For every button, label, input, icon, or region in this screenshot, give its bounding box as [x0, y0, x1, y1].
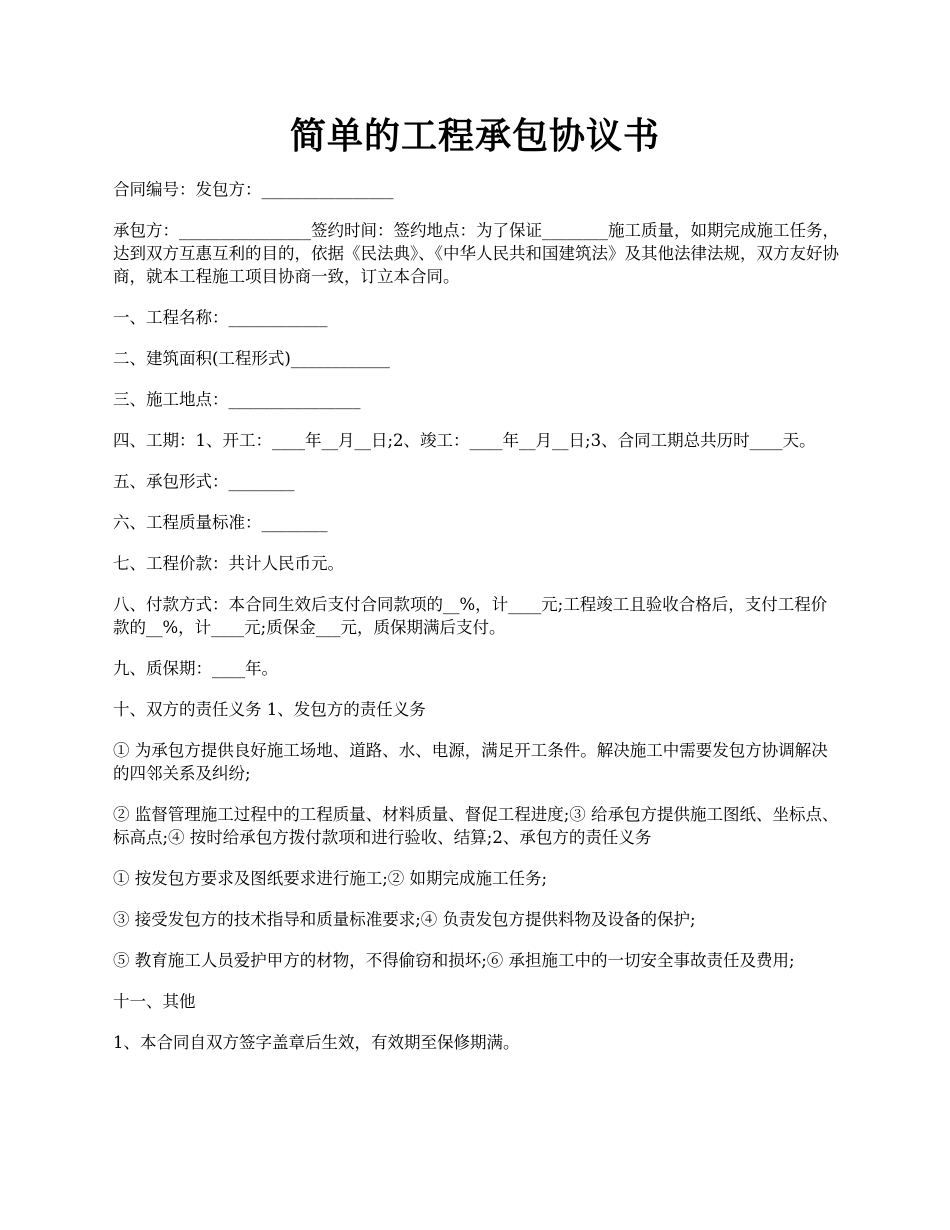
paragraph-duties-heading: 十、双方的责任义务 1、发包方的责任义务 — [113, 700, 426, 719]
paragraph-duty-contractor-1: ① 按发包方要求及图纸要求进行施工;② 如期完成施工任务; — [113, 869, 548, 888]
paragraph-duty-contractor-3: ⑤ 教育施工人员爱护甲方的材物，不得偷窃和损坏;⑥ 承担施工中的一切安全事故责任及费用; — [113, 951, 795, 970]
paragraph-preamble: 承包方：________________签约时间：签约地点：为了保证________施工质量，如期完成施工任务，达到双方互惠互利的目的，依据《民法典》、《中华人民共和国建筑法》及其他法律法规，双方友好协商，就本工程施工项目协商一致，订立本合同。 — [113, 221, 839, 286]
paragraph-schedule: 四、工期：1、开工：____年__月__日;2、竣工：____年__月__日;3、合同工期总共历时____天。 — [113, 431, 816, 450]
paragraph-building-area: 二、建筑面积(工程形式)____________ — [113, 349, 390, 368]
paragraph-effective: 1、本合同自双方签字盖章后生效，有效期至保修期满。 — [113, 1033, 520, 1052]
paragraph-duty-employer-1: ① 为承包方提供良好施工场地、道路、水、电源，满足开工条件。解决施工中需要发包方协调解决的四邻关系及纠纷; — [113, 741, 828, 783]
paragraph-warranty: 九、质保期：____年。 — [113, 659, 278, 678]
document-body — [113, 178, 843, 1072]
paragraph-contract-form: 五、承包形式：________ — [113, 472, 295, 491]
paragraph-site: 三、施工地点：________________ — [113, 390, 361, 409]
paragraph-duty-contractor-2: ③ 接受发包方的技术指导和质量标准要求;④ 负责发包方提供料物及设备的保护; — [113, 910, 696, 929]
document-title: 简单的工程承包协议书 — [289, 115, 660, 157]
paragraph-payment: 八、付款方式：本合同生效后支付合同款项的__%，计____元;工程竣工且验收合格后，支付工程价款的__%，计____元;质保金___元，质保期满后支付。 — [113, 595, 828, 637]
paragraph-other-heading: 十一、其他 — [113, 992, 196, 1011]
paragraph-project-name: 一、工程名称：____________ — [113, 308, 328, 327]
paragraph-contract-number: 合同编号：发包方：________________ — [113, 180, 394, 199]
paragraph-quality-standard: 六、工程质量标准：________ — [113, 513, 328, 532]
paragraph-duty-employer-2: ② 监督管理施工过程中的工程质量、材料质量、督促工程进度;③ 给承包方提供施工图纸、坐标点、标高点;④ 按时给承包方拨付款项和进行验收、结算;2、承包方的责任义务 — [113, 805, 839, 847]
paragraph-price: 七、工程价款：共计人民币元。 — [113, 554, 344, 573]
